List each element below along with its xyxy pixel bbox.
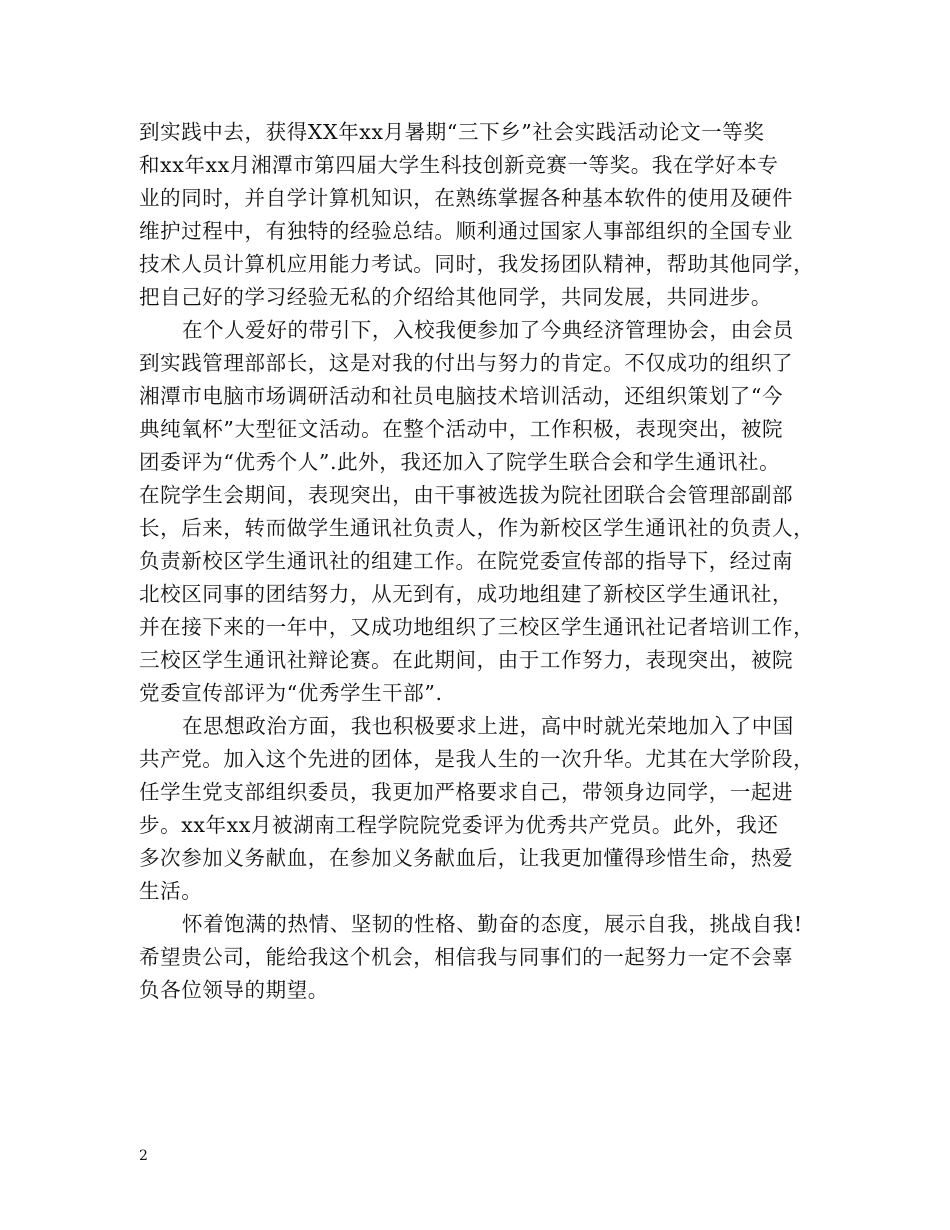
text-line: 生活。 [139, 879, 203, 903]
text-line: 维护过程中，有独特的经验总结。顺利通过国家人事部组织的全国专业 [139, 219, 794, 243]
paragraph-first-line: 怀着饱满的热情、坚韧的性格、勤奋的态度，展示自我，挑战自我! [182, 912, 803, 936]
text-line: 技术人员计算机应用能力考试。同时，我发扬团队精神，帮助其他同学， [139, 252, 815, 276]
text-line: 任学生党支部组织委员，我更加严格要求自己，带领身边同学，一起进 [139, 780, 794, 804]
document-body [139, 116, 829, 1007]
text-line: 负各位领导的期望。 [139, 978, 329, 1002]
text-line: 步。xx年xx月被湖南工程学院院党委评为优秀共产党员。此外，我还 [139, 813, 779, 837]
text-line: 三校区学生通讯社辩论赛。在此期间，由于工作努力，表现突出，被院 [139, 648, 794, 672]
text-line: 并在接下来的一年中，又成功地组织了三校区学生通讯社记者培训工作， [139, 615, 815, 639]
text-line: 长，后来，转而做学生通讯社负责人，作为新校区学生通讯社的负责人， [139, 516, 815, 540]
paragraph-first-line: 在思想政治方面，我也积极要求上进，高中时就光荣地加入了中国 [182, 714, 794, 738]
text-line: 共产党。加入这个先进的团体，是我人生的一次升华。尤其在大学阶段， [139, 747, 815, 771]
text-line: 把自己好的学习经验无私的介绍给其他同学，共同发展，共同进步。 [139, 285, 772, 309]
text-line: 团委评为“优秀个人”.此外，我还加入了院学生联合会和学生通讯社。 [139, 450, 781, 474]
text-line: 希望贵公司，能给我这个机会，相信我与同事们的一起努力一定不会辜 [139, 945, 794, 969]
text-line: 湘潭市电脑市场调研活动和社员电脑技术培训活动，还组织策划了“今 [139, 384, 784, 408]
text-line: 多次参加义务献血，在参加义务献血后，让我更加懂得珍惜生命，热爱 [139, 846, 794, 870]
page-number: 2 [139, 1148, 148, 1164]
text-line: 党委宣传部评为“优秀学生干部”. [139, 681, 443, 705]
text-line: 北校区同事的团结努力，从无到有，成功地组建了新校区学生通讯社， [139, 582, 794, 606]
paragraph-first-line: 在个人爱好的带引下，入校我便参加了今典经济管理协会，由会员 [182, 318, 794, 342]
text-line: 业的同时，并自学计算机知识，在熟练掌握各种基本软件的使用及硬件 [139, 186, 794, 210]
text-line: 到实践管理部部长，这是对我的付出与努力的肯定。不仅成功的组织了 [139, 351, 794, 375]
text-line: 在院学生会期间，表现突出，由干事被选拔为院社团联合会管理部副部 [139, 483, 794, 507]
text-line: 负责新校区学生通讯社的组建工作。在院党委宣传部的指导下，经过南 [139, 549, 794, 573]
text-line: 到实践中去，获得XX年xx月暑期“三下乡”社会实践活动论文一等奖 [139, 120, 765, 144]
text-line: 典纯氧杯”大型征文活动。在整个活动中，工作积极，表现突出，被院 [139, 417, 784, 441]
text-line: 和xx年xx月湘潭市第四届大学生科技创新竞赛一等奖。我在学好本专 [139, 153, 779, 177]
